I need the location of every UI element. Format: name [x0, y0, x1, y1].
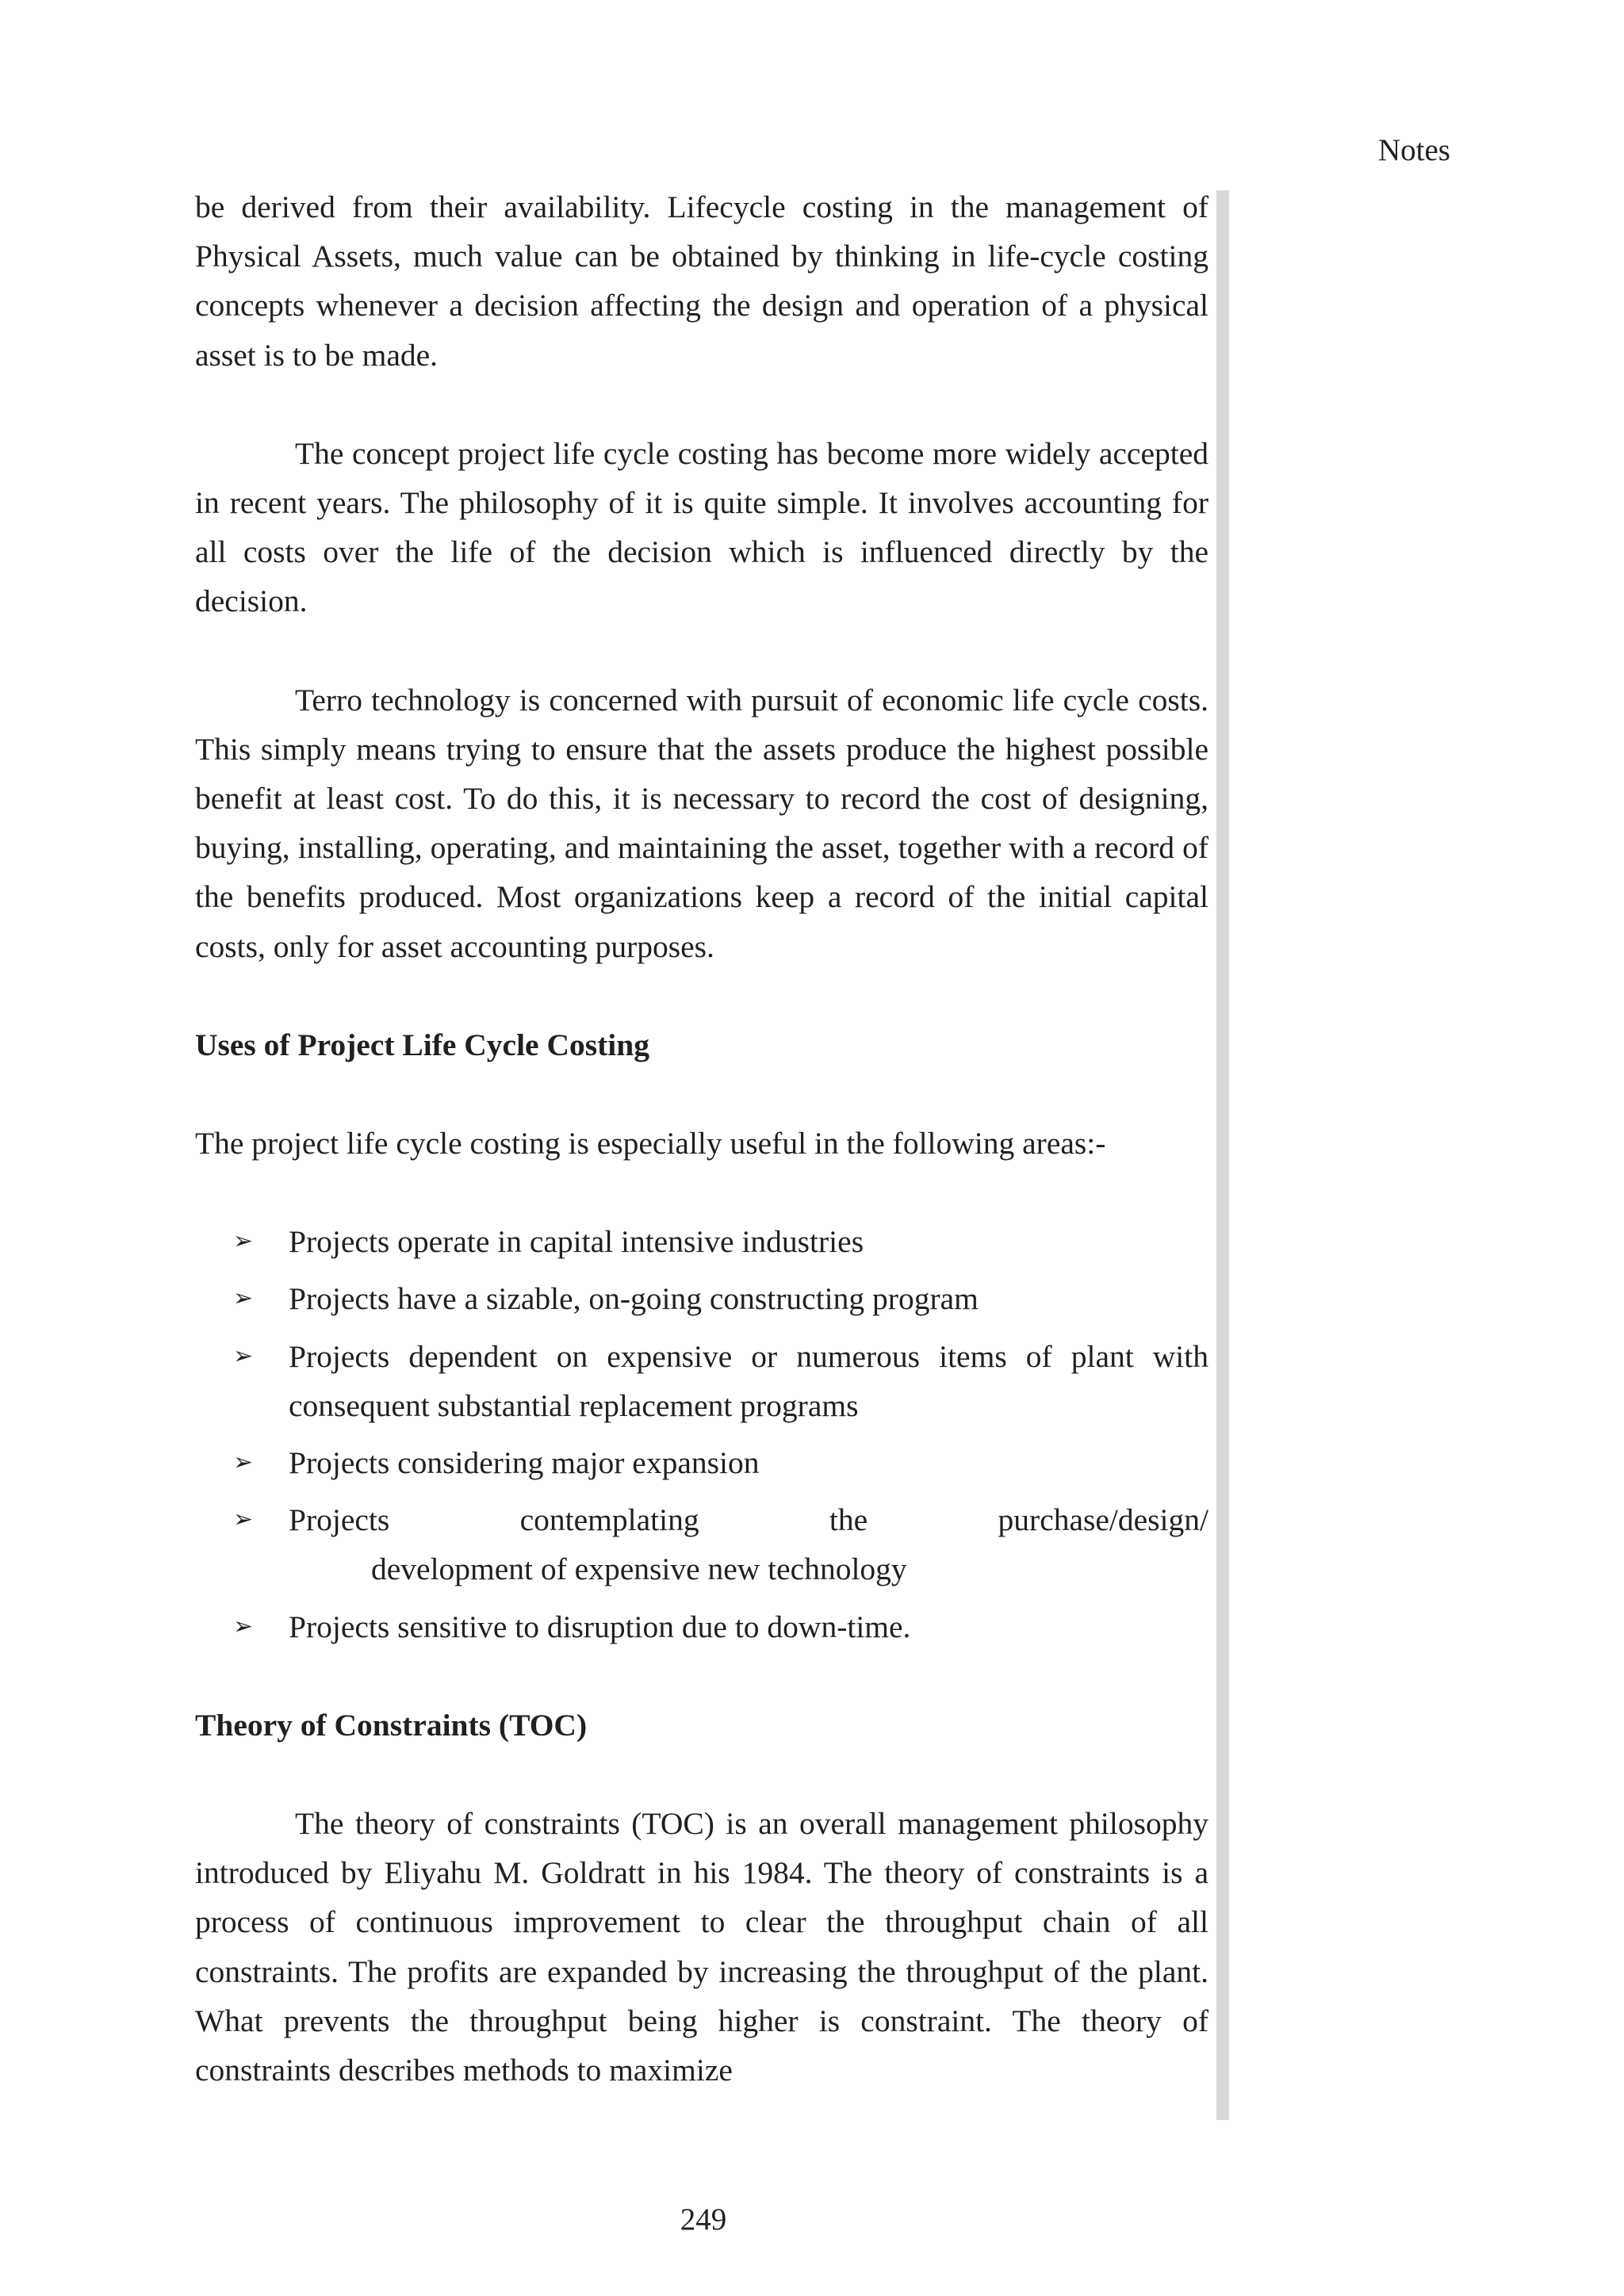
uses-bullet-list: [195, 1217, 1208, 1651]
paragraph-theory-of-constraints: The theory of constraints (TOC) is an overall management philosophy introduced by Eliyahu M. Goldratt in his 1984. The theory of constraints is a process of continuous improvement to clear the throughput chain of all constraints. The profits are expanded by increasing the throughput of the plant. What prevents the throughput being higher is constraint. The theory of constraints describes methods to maximize: [195, 1806, 1208, 2088]
section-heading-toc: Theory of Constraints (TOC): [195, 1707, 588, 1743]
arrow-bullet-icon: ➢: [233, 1227, 254, 1256]
paragraph-lifecycle-costing: be derived from their availability. Lifecycle costing in the management of Physical Assets, much value can be obtained by thinking in life-cycle costing concepts whenever a decision affecting the design and operation of a physical asset is to be made.: [195, 189, 1208, 373]
list-item-text: Projects have a sizable, on-going constructing program: [289, 1281, 979, 1317]
paragraph-terro-technology: Terro technology is concerned with pursuit of economic life cycle costs. This simply means trying to ensure that the assets produce the highest possible benefit at least cost. To do this, it is necessary to record the cost of designing, buying, installing, operating, and maintaining the asset, together with a record of the benefits produced. Most organizations keep a record of the initial capital costs, only for asset accounting purposes.: [195, 682, 1208, 964]
arrow-bullet-icon: ➢: [233, 1612, 254, 1640]
arrow-bullet-icon: ➢: [233, 1506, 254, 1534]
list-item-text-continuation: development of expensive new technology: [371, 1552, 907, 1587]
page-number: 249: [680, 2202, 727, 2237]
section-heading-uses: Uses of Project Life Cycle Costing: [195, 1027, 649, 1062]
list-item: [195, 1438, 1208, 1487]
page-body: [195, 182, 1208, 2144]
list-item: [195, 1274, 1208, 1323]
list-item: [195, 1217, 1208, 1266]
list-item-text: Projects contemplating the purchase/design/: [289, 1502, 1208, 1538]
list-item-text: Projects considering major expansion: [289, 1445, 760, 1481]
notes-margin-label: Notes: [1378, 133, 1450, 167]
list-item: [195, 1495, 1208, 1594]
list-item-text: Projects operate in capital intensive industries: [289, 1224, 864, 1260]
margin-rule: [1216, 190, 1229, 2120]
list-item: [195, 1332, 1208, 1430]
arrow-bullet-icon: ➢: [233, 1284, 254, 1313]
arrow-bullet-icon: ➢: [233, 1448, 254, 1477]
paragraph-project-life-cycle: The concept project life cycle costing has become more widely accepted in recent years. The philosophy of it is quite simple. It involves accounting for all costs over the life of the decision which is influenced directly by the decision.: [195, 435, 1208, 619]
uses-intro: The project life cycle costing is especially useful in the following areas:-: [195, 1126, 1106, 1161]
list-item-text: Projects dependent on expensive or numerous items of plant with consequent substantial replacement programs: [289, 1338, 1208, 1423]
list-item-text: Projects sensitive to disruption due to down-time.: [289, 1609, 911, 1644]
arrow-bullet-icon: ➢: [233, 1341, 254, 1370]
list-item: [195, 1602, 1208, 1651]
